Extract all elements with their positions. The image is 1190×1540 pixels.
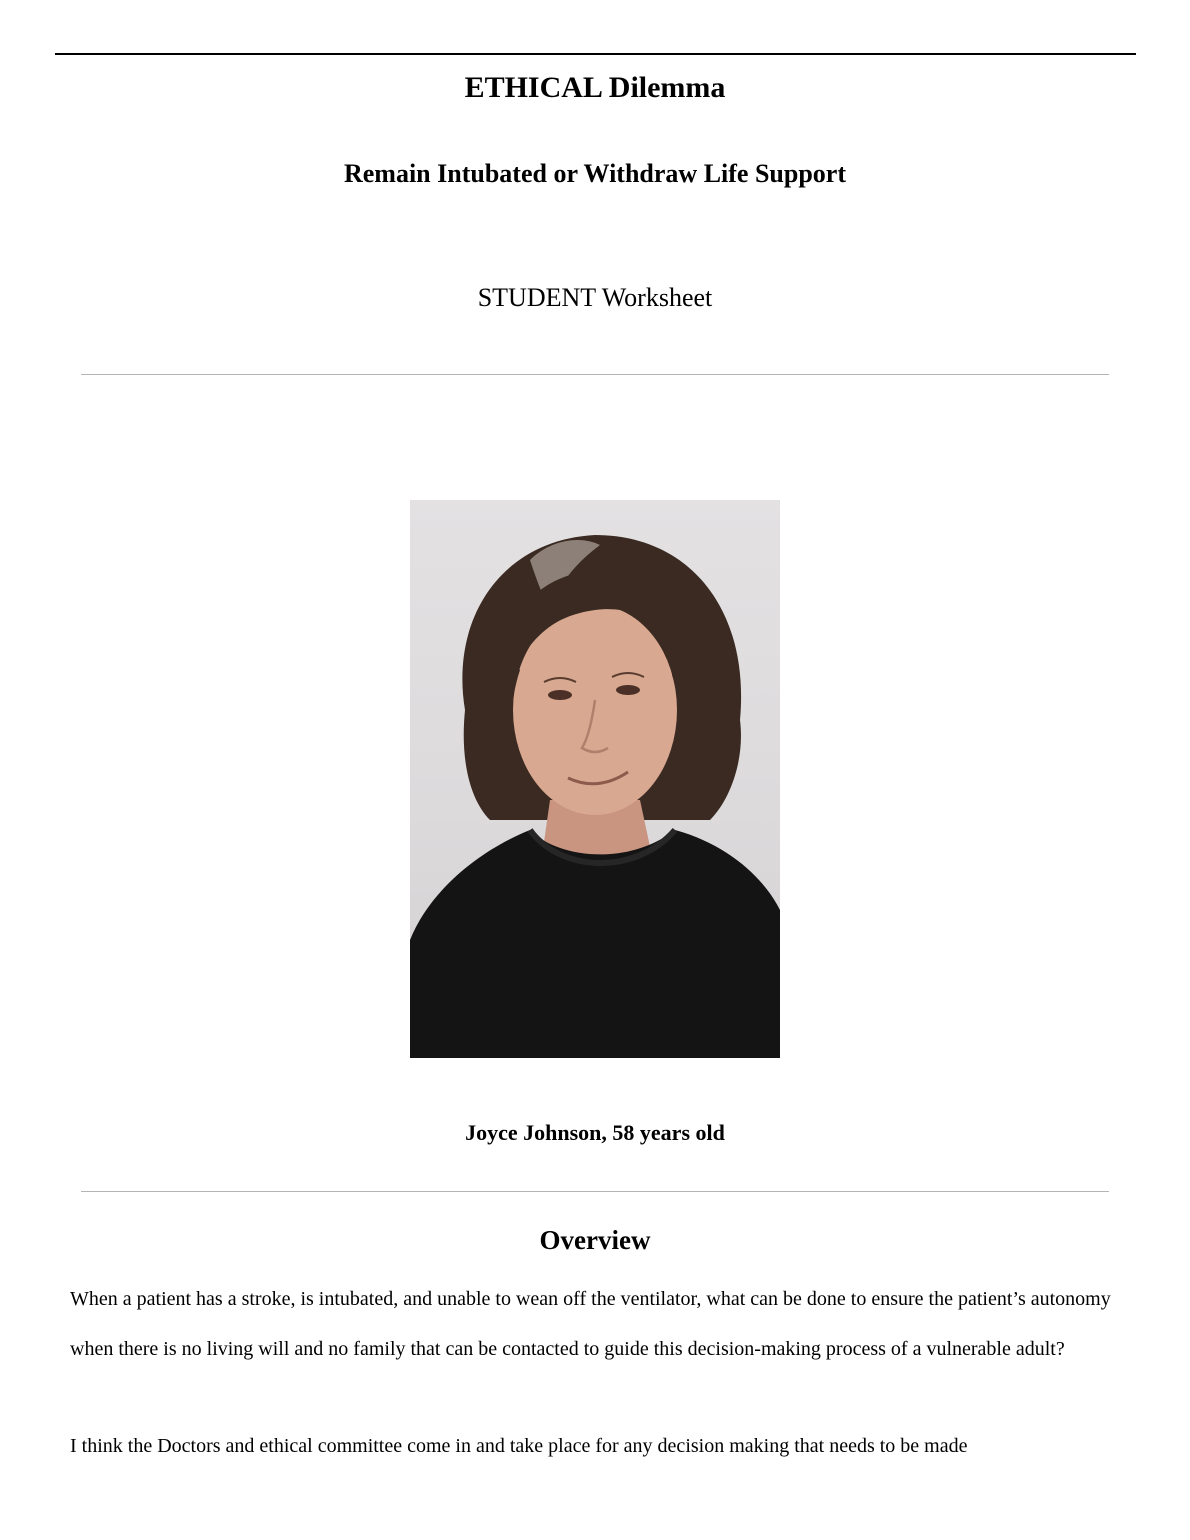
document-title: ETHICAL Dilemma bbox=[464, 71, 726, 104]
divider-top bbox=[81, 374, 1109, 375]
overview-question: When a patient has a stroke, is intubated, and unable to wean off the ventilator, what can be done to ensure the patient’s autonomy when there is no living will and no family that can be contacted to guide this decision-making process of a vulnerable adult? bbox=[70, 1288, 1111, 1360]
divider-bottom bbox=[81, 1191, 1109, 1192]
patient-photo bbox=[410, 500, 780, 1058]
top-rule bbox=[55, 53, 1136, 55]
overview-heading: Overview bbox=[539, 1225, 651, 1255]
patient-caption: Joyce Johnson, 58 years old bbox=[465, 1120, 725, 1145]
document-subtitle: Remain Intubated or Withdraw Life Support bbox=[343, 159, 847, 188]
portrait-photo-icon bbox=[410, 500, 780, 1058]
overview-answer: I think the Doctors and ethical committee come in and take place for any decision making that needs to be made bbox=[70, 1435, 968, 1457]
worksheet-label: STUDENT Worksheet bbox=[477, 283, 713, 312]
